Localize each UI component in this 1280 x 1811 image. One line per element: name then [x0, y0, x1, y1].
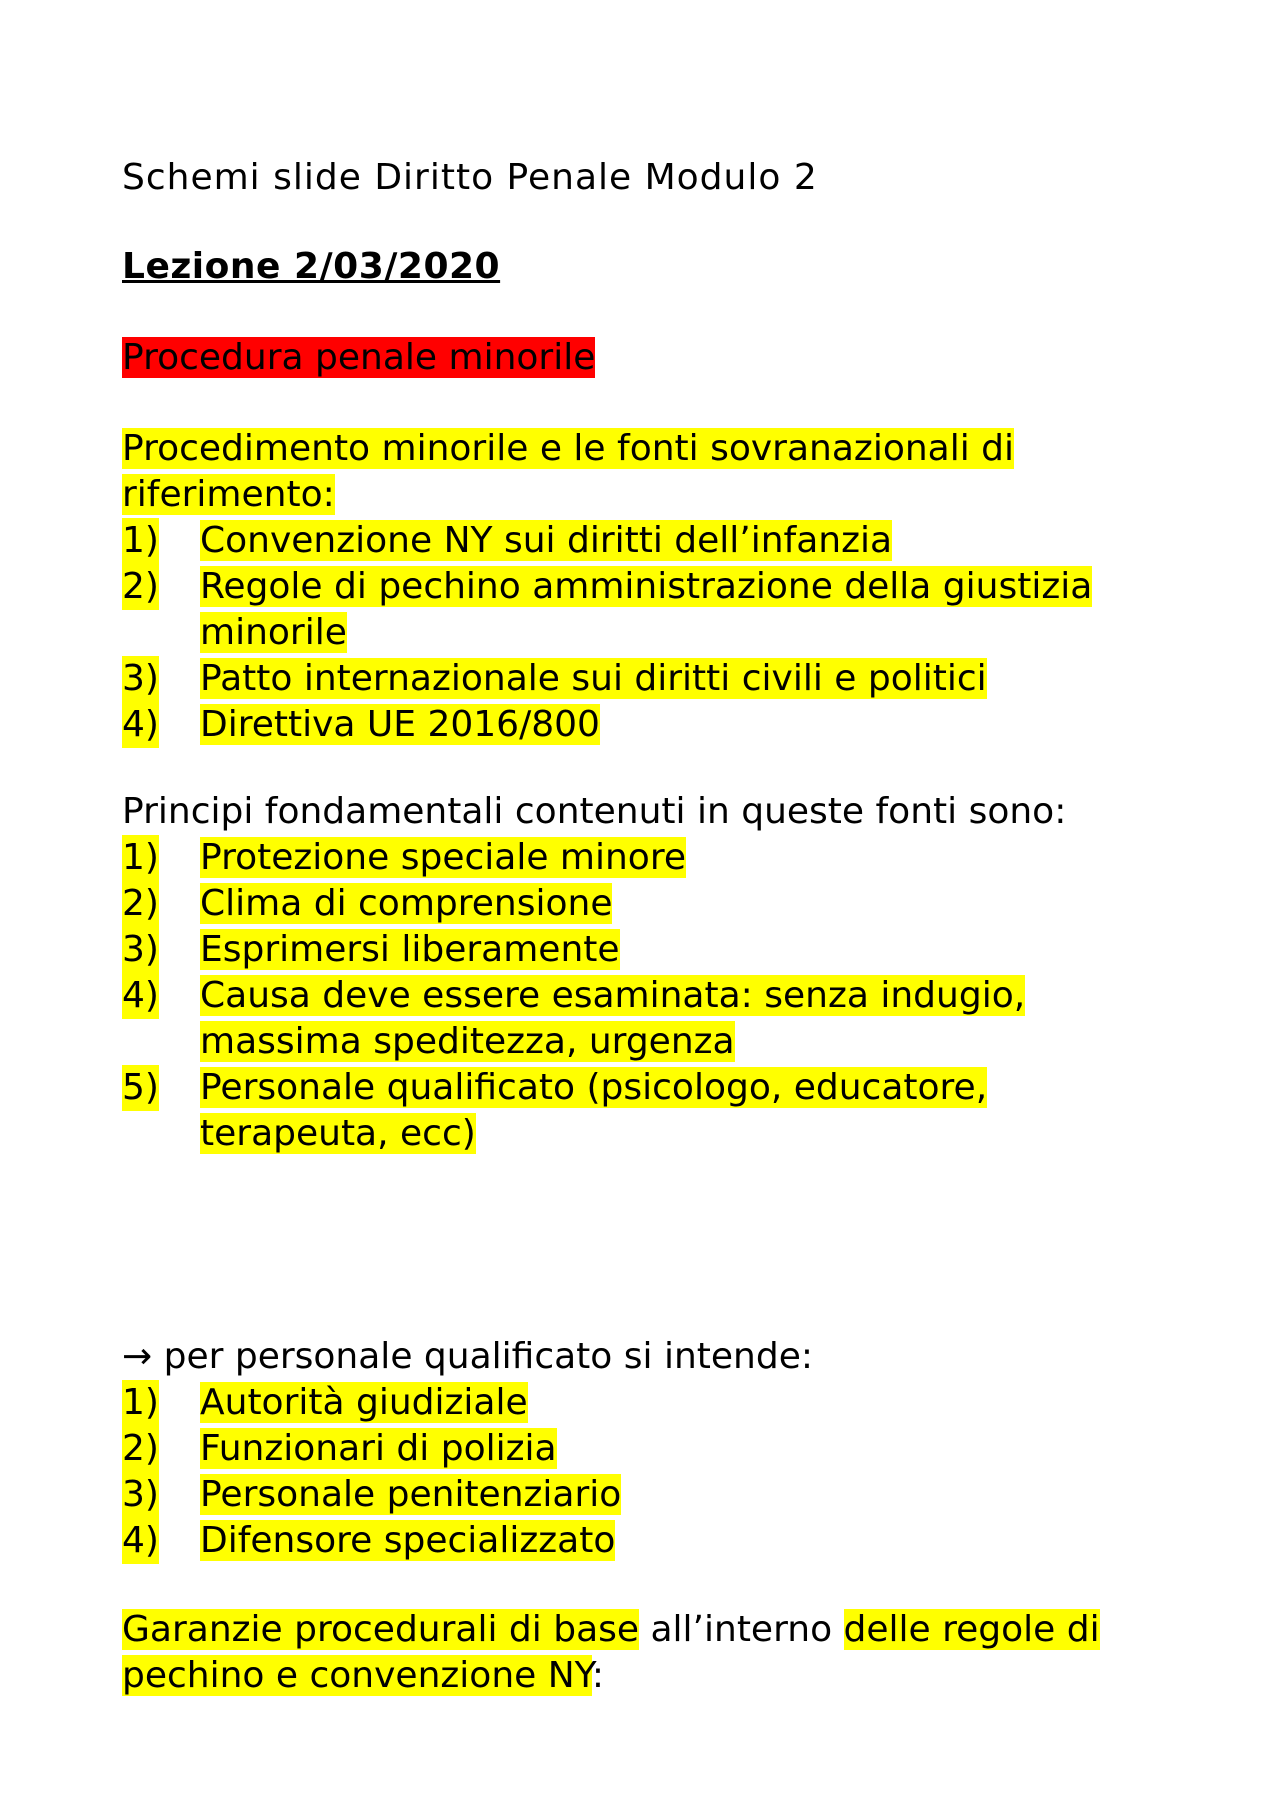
- list-item-text: Clima di comprensione: [200, 883, 613, 924]
- guarantees-text-2: all’interno: [639, 1609, 844, 1650]
- list-number: 4): [122, 1518, 159, 1564]
- sources-intro: [122, 426, 1182, 518]
- list-item: [122, 835, 1122, 881]
- guarantees-paragraph: [122, 1607, 1182, 1699]
- section-heading-text: Procedura penale minorile: [122, 337, 596, 378]
- list-number: 1): [122, 835, 159, 881]
- principles-section: [122, 789, 1122, 1157]
- list-number: 4): [122, 973, 159, 1019]
- principles-list: [122, 835, 1122, 1157]
- guarantees-text-1: Garanzie procedurali di base: [122, 1609, 640, 1650]
- list-number: 1): [122, 1380, 159, 1426]
- list-item-text: Funzionari di polizia: [200, 1428, 557, 1469]
- document-title: Schemi slide Diritto Penale Modulo 2: [122, 157, 818, 198]
- lesson-heading: Lezione 2/03/2020: [122, 246, 501, 287]
- list-item-text: Direttiva UE 2016/800: [200, 704, 600, 745]
- staff-section: [122, 1334, 813, 1564]
- list-item-text: Autorità giudiziale: [200, 1382, 528, 1423]
- principles-intro: Principi fondamentali contenuti in queste fonti sono:: [122, 791, 1067, 832]
- list-item-text: Patto internazionale sui diritti civili e politici: [200, 658, 987, 699]
- list-item-text: Protezione speciale minore: [200, 837, 686, 878]
- list-item: [122, 1380, 813, 1426]
- list-number: 2): [122, 564, 159, 610]
- list-item: [122, 518, 1182, 564]
- list-item: [122, 1518, 813, 1564]
- list-item: [122, 973, 1122, 1065]
- list-item-text: Esprimersi liberamente: [200, 929, 620, 970]
- staff-list: [122, 1380, 813, 1564]
- sources-list: [122, 518, 1182, 748]
- list-number: 5): [122, 1065, 159, 1111]
- list-item-text: Personale qualificato (psicologo, educatore, terapeuta, ecc): [200, 1067, 988, 1154]
- list-item-text: Regole di pechino amministrazione della giustizia minorile: [200, 566, 1093, 653]
- list-number: 2): [122, 881, 159, 927]
- list-number: 3): [122, 927, 159, 973]
- list-number: 4): [122, 702, 159, 748]
- list-number: 3): [122, 1472, 159, 1518]
- list-item: [122, 702, 1182, 748]
- list-item-text: Difensore specializzato: [200, 1520, 616, 1561]
- sources-section: [122, 426, 1182, 748]
- guarantees-text-3: delle regole di pechino e convenzione NY: [122, 1609, 1100, 1696]
- list-item: [122, 1472, 813, 1518]
- list-item-text: Convenzione NY sui diritti dell’infanzia: [200, 520, 893, 561]
- staff-intro: → per personale qualificato si intende:: [122, 1336, 813, 1377]
- list-item: [122, 1065, 1122, 1157]
- list-item-text: Causa deve essere esaminata: senza indugio, massima speditezza, urgenza: [200, 975, 1026, 1062]
- list-number: 1): [122, 518, 159, 564]
- list-item: [122, 927, 1122, 973]
- section-heading: [122, 335, 595, 381]
- guarantees-text-4: :: [591, 1655, 605, 1696]
- list-item: [122, 656, 1182, 702]
- list-item-text: Personale penitenziario: [200, 1474, 622, 1515]
- list-number: 2): [122, 1426, 159, 1472]
- list-item: [122, 881, 1122, 927]
- list-item: [122, 564, 1182, 656]
- list-number: 3): [122, 656, 159, 702]
- list-item: [122, 1426, 813, 1472]
- sources-intro-text: Procedimento minorile e le fonti sovranazionali di riferimento:: [122, 428, 1015, 515]
